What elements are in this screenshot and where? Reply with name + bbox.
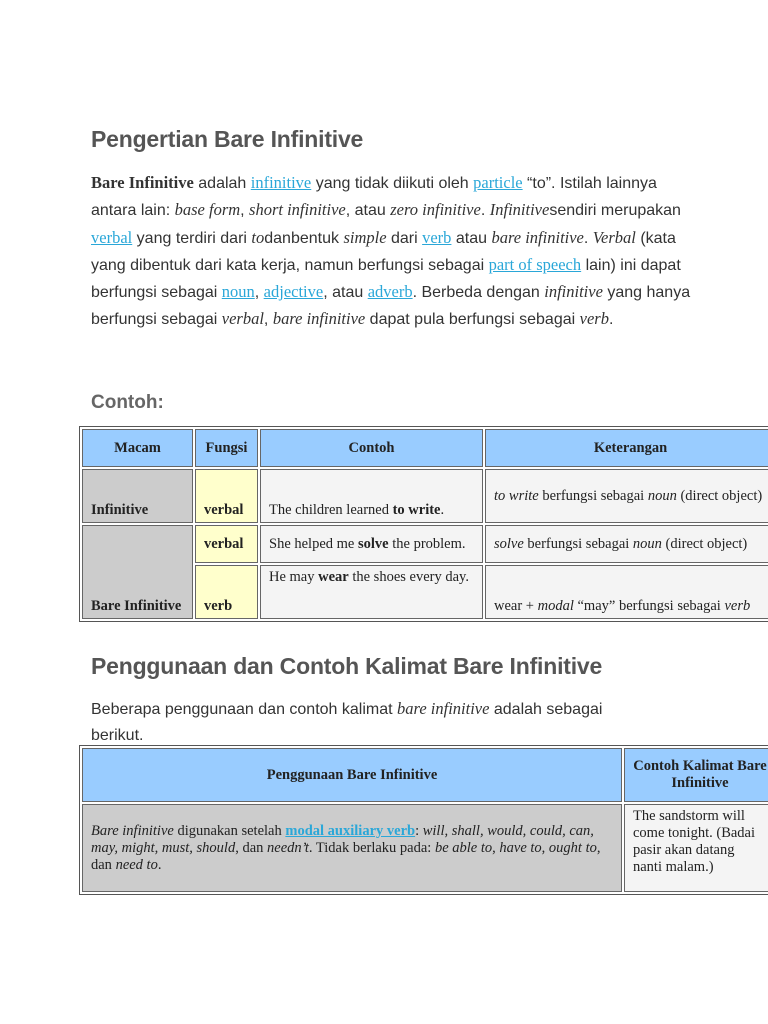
cell-macam-bare-infinitive: Bare Infinitive xyxy=(82,525,193,619)
text: , xyxy=(492,839,500,856)
text: will, shall, would, could, can, may, might, must, should xyxy=(91,822,594,856)
link-verb[interactable]: verb xyxy=(422,227,452,247)
cell-fungsi: verbal xyxy=(195,525,258,563)
text: lain) ini dapat berfungsi sebagai xyxy=(91,256,681,302)
link-modal-auxiliary-verb[interactable]: modal auxiliary verb xyxy=(285,822,416,839)
text: “may” berfungsi sebagai xyxy=(573,598,725,614)
text: have to xyxy=(499,839,542,856)
usage-table xyxy=(79,745,768,895)
text: the problem. xyxy=(388,535,466,552)
text: : xyxy=(415,822,423,839)
definition-paragraph xyxy=(91,170,691,334)
cell-keterangan xyxy=(485,565,768,619)
text: wear xyxy=(318,569,349,585)
text: The children learned xyxy=(269,502,393,518)
header-contoh: Contoh xyxy=(260,429,483,467)
text: ought to xyxy=(548,839,597,856)
text: , xyxy=(254,284,264,302)
header-fungsi: Fungsi xyxy=(195,429,258,467)
text: yang terdiri dari xyxy=(132,229,252,247)
term: simple xyxy=(343,227,387,247)
term: base form xyxy=(174,200,241,220)
link-infinitive[interactable]: infinitive xyxy=(250,173,312,192)
intro-paragraph xyxy=(91,696,651,750)
text: solve xyxy=(358,535,389,552)
text: , dan xyxy=(91,839,601,873)
text: , atau xyxy=(323,284,368,302)
text: (direct object) xyxy=(661,535,748,552)
text: . xyxy=(157,856,162,873)
text: solve xyxy=(494,535,524,552)
cell-keterangan xyxy=(485,525,768,563)
section-title-penggunaan: Penggunaan dan Contoh Kalimat Bare Infinitive xyxy=(91,653,603,679)
text: sendiri merupakan xyxy=(549,202,681,220)
term: verb xyxy=(579,309,609,329)
text: She helped me xyxy=(269,535,358,552)
text: wear + xyxy=(494,598,538,614)
section-title-pengertian: Pengertian Bare Infinitive xyxy=(91,126,364,152)
cell-keterangan xyxy=(485,469,768,523)
text: berfungsi sebagai xyxy=(538,487,648,504)
text: noun xyxy=(647,487,677,504)
text: need to xyxy=(115,856,158,873)
cell-contoh xyxy=(260,525,483,563)
text: , dan xyxy=(235,839,268,856)
text: dapat pula berfungsi sebagai xyxy=(365,311,580,329)
text: , xyxy=(541,839,549,856)
text: dari xyxy=(386,229,423,247)
cell-fungsi: verb xyxy=(195,565,258,619)
text: digunakan setelah xyxy=(173,822,286,839)
text: . xyxy=(480,202,490,220)
text: be able to xyxy=(434,839,493,856)
text: yang hanya berfungsi sebagai xyxy=(91,284,691,329)
header-macam: Macam xyxy=(82,429,193,467)
text: adalah xyxy=(193,175,251,192)
text: Bare infinitive xyxy=(91,822,174,839)
text: atau xyxy=(451,229,492,247)
text: adalah sebagai berikut. xyxy=(91,701,603,745)
cell-macam-infinitive: Infinitive xyxy=(82,469,193,523)
contoh-heading: Contoh: xyxy=(91,392,164,413)
text: to write xyxy=(494,487,539,504)
header-penggunaan: Penggunaan Bare Infinitive xyxy=(82,748,622,802)
header-contoh-kalimat: Contoh Kalimat Bare Infinitive xyxy=(624,748,768,802)
header-keterangan: Keterangan xyxy=(485,429,768,467)
text: “to”. Istilah lainnya antara lain: xyxy=(91,175,657,220)
term-bare-infinitive: Bare Infinitive xyxy=(91,173,194,192)
text: . xyxy=(608,311,614,329)
text: the shoes every day. xyxy=(348,569,469,585)
cell-contoh-kalimat: The sandstorm will come tonight. (Badai pasir akan datang nanti malam.) xyxy=(624,804,768,892)
text: , atau xyxy=(345,202,391,220)
text: needn’t xyxy=(267,839,309,856)
cell-penggunaan xyxy=(82,804,622,892)
text: . xyxy=(583,229,593,247)
term: verbal xyxy=(221,309,264,329)
text: verb xyxy=(724,598,751,614)
term: bare infinitive xyxy=(491,227,584,247)
term: to xyxy=(251,227,265,247)
text: . Berbeda dengan xyxy=(412,284,545,302)
text: . xyxy=(440,502,445,518)
text: (direct object) xyxy=(676,487,763,504)
text: Beberapa penggunaan dan contoh kalimat xyxy=(91,701,398,718)
term: bare infinitive xyxy=(272,309,366,329)
text: noun xyxy=(632,535,662,552)
term: bare infinitive xyxy=(397,699,490,718)
text: modal xyxy=(537,598,574,614)
examples-table xyxy=(79,426,768,622)
text: yang tidak diikuti oleh xyxy=(311,175,474,192)
cell-contoh xyxy=(260,469,483,523)
text: berfungsi sebagai xyxy=(523,535,633,552)
text: danbentuk xyxy=(264,229,344,247)
text: , xyxy=(240,202,250,220)
link-particle[interactable]: particle xyxy=(473,173,523,192)
cell-contoh xyxy=(260,565,483,619)
text: (kata yang dibentuk dari kata kerja, namun berfungsi sebagai xyxy=(91,229,676,274)
text: to write xyxy=(392,502,441,518)
text: He may xyxy=(269,569,319,585)
term: Infinitive xyxy=(489,200,550,220)
link-noun[interactable]: noun xyxy=(221,282,255,302)
text: . Tidak berlaku pada: xyxy=(308,839,435,856)
term: Verbal xyxy=(592,227,636,247)
link-adverb[interactable]: adverb xyxy=(367,282,413,302)
cell-fungsi: verbal xyxy=(195,469,258,523)
link-verbal[interactable]: verbal xyxy=(91,227,133,247)
link-adjective[interactable]: adjective xyxy=(263,282,324,302)
term: short infinitive xyxy=(249,200,346,220)
term: infinitive xyxy=(544,282,603,302)
text: , xyxy=(263,311,273,329)
term: zero infinitive xyxy=(390,200,481,220)
link-part-of-speech[interactable]: part of speech xyxy=(488,254,582,274)
